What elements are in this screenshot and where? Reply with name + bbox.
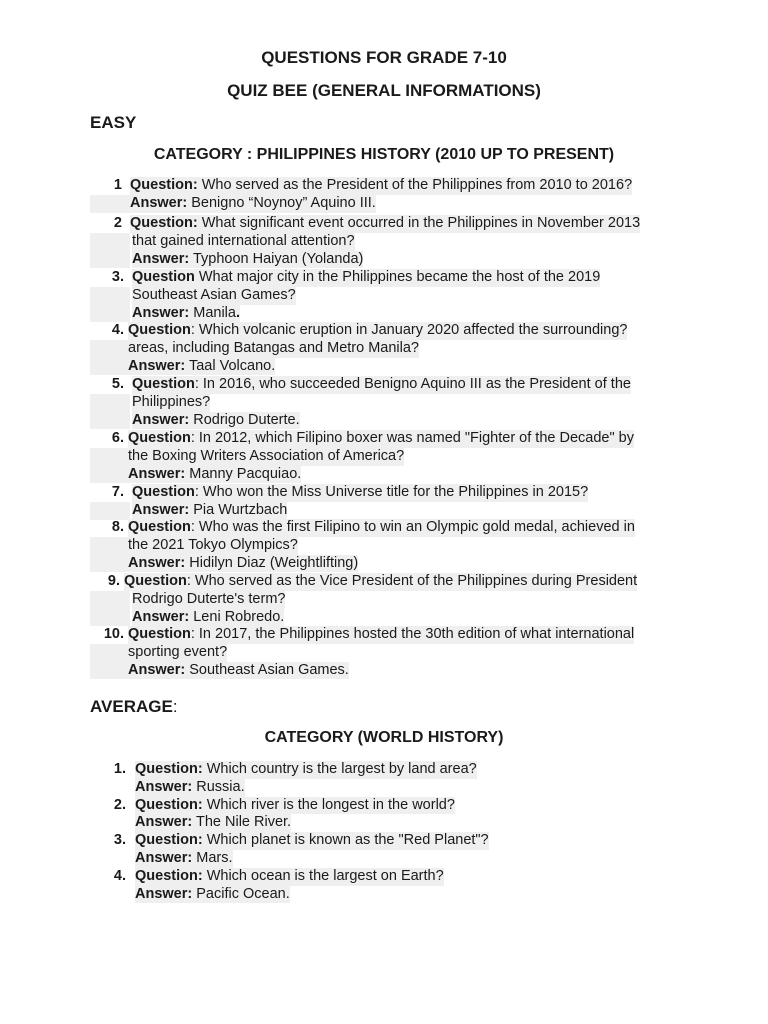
question-item [0, 269, 768, 322]
question-label: Question: [135, 796, 203, 813]
question-item [0, 322, 768, 375]
answer-label: Answer: [135, 814, 193, 831]
question-item [0, 177, 768, 213]
section-easy-label [90, 113, 136, 133]
answer-label: Answer: [135, 778, 193, 795]
answer-text: Manila [189, 304, 236, 321]
question-text-line [132, 269, 600, 287]
question-text-continued: areas, including Batangas and Metro Manila? [128, 339, 419, 356]
document-subtitle: QUIZ BEE (GENERAL INFORMATIONS) [227, 81, 541, 100]
question-text-line [135, 797, 455, 815]
answer-text: Mars. [192, 849, 233, 866]
question-text-line [135, 868, 444, 886]
question-item [0, 376, 768, 429]
answer-label: Answer: [135, 885, 193, 902]
question-label: Question: [130, 215, 198, 231]
question-label: Question: [135, 832, 203, 849]
question-number: 5. [111, 376, 124, 392]
answer-label: Answer: [128, 661, 186, 678]
answer-line [132, 305, 240, 323]
answer-line [132, 412, 300, 430]
question-text-continued: the 2021 Tokyo Olympics? [128, 536, 298, 553]
answer-label: Answer: [132, 501, 190, 518]
question-text: : In 2016, who succeeded Benigno Aquino III as the President of the [194, 376, 631, 392]
question-text: Which country is the largest by land area? [202, 761, 477, 777]
question-text: What major city in the Philippines became the host of the 2019 [194, 269, 601, 285]
question-label: Question [128, 322, 191, 338]
question-text: What significant event occurred in the Philippines in November 2013 [197, 215, 641, 231]
question-label: Question [128, 626, 191, 642]
question-text-line [135, 761, 477, 779]
question-label: Question: [130, 177, 198, 193]
question-number: 8. [111, 519, 124, 535]
answer-line [130, 195, 376, 213]
question-item [0, 868, 768, 904]
answer-line [128, 466, 301, 484]
question-text: : Which volcanic eruption in January 2020 affected the surrounding? [190, 322, 628, 338]
answer-line [128, 662, 349, 680]
question-text: Which river is the longest in the world? [202, 796, 455, 813]
answer-line [135, 886, 290, 904]
question-text: : In 2017, the Philippines hosted the 30th edition of what international [190, 626, 635, 642]
question-item [0, 430, 768, 483]
answer-line [128, 555, 358, 573]
question-item [0, 573, 768, 626]
answer-text: Typhoon Haiyan (Yolanda) [189, 250, 364, 267]
question-number: 2 [113, 215, 122, 231]
question-number: 2. [113, 796, 126, 813]
answer-label: Answer: [132, 608, 190, 625]
section-average-label [90, 697, 178, 717]
answer-period: . [235, 304, 240, 321]
question-number: 4. [113, 867, 126, 884]
answer-line [135, 779, 245, 797]
question-label: Question [128, 430, 191, 446]
question-item [0, 832, 768, 868]
question-label: Question [124, 573, 187, 589]
question-item [0, 797, 768, 833]
answer-label: Answer: [128, 357, 186, 374]
question-text-continued: sporting event? [128, 643, 228, 660]
answer-line [132, 609, 284, 627]
question-text: : Who won the Miss Universe title for the Philippines in 2015? [194, 484, 589, 500]
question-text-line [130, 177, 632, 195]
answer-text: Southeast Asian Games. [185, 661, 349, 678]
answer-label: Answer: [130, 194, 188, 211]
question-item [0, 215, 768, 268]
average-category-heading: CATEGORY (WORLD HISTORY) [264, 729, 504, 746]
question-item [0, 626, 768, 679]
question-text-line [132, 376, 631, 394]
question-number: 1. [113, 761, 126, 777]
question-label: Question [132, 376, 195, 392]
average-label-colon: : [172, 697, 178, 716]
answer-text: Pacific Ocean. [192, 885, 290, 902]
question-number: 3. [113, 832, 126, 849]
answer-line [135, 814, 291, 832]
question-label: Question: [135, 867, 203, 884]
answer-text: Pia Wurtzbach [189, 501, 288, 518]
question-text: Who served as the President of the Philippines from 2010 to 2016? [197, 177, 633, 193]
easy-category-heading: CATEGORY : PHILIPPINES HISTORY (2010 UP TO PRESENT) [153, 146, 615, 163]
answer-text: Hidilyn Diaz (Weightlifting) [185, 554, 359, 571]
question-text-line [128, 430, 634, 448]
question-text-continued: the Boxing Writers Association of America? [128, 447, 405, 464]
answer-label: Answer: [128, 465, 186, 482]
answer-label: Answer: [128, 554, 186, 571]
answer-line [132, 502, 287, 520]
question-item [0, 761, 768, 797]
question-text-line [128, 626, 634, 644]
question-text-line [128, 322, 627, 340]
question-label: Question [132, 484, 195, 500]
question-text: Which planet is known as the "Red Planet"? [202, 832, 489, 849]
answer-label: Answer: [135, 849, 193, 866]
question-item [0, 484, 768, 520]
answer-label: Answer: [132, 250, 190, 267]
question-text: Which ocean is the largest on Earth? [202, 867, 444, 884]
question-item [0, 519, 768, 572]
question-text-line [130, 215, 640, 233]
answer-label: Answer: [132, 304, 190, 321]
question-number: 7. [111, 484, 124, 500]
question-text: : Who served as the Vice President of the Philippines during President [186, 573, 638, 589]
question-label: Question [132, 269, 195, 285]
answer-text: The Nile River. [192, 814, 292, 831]
answer-text: Russia. [192, 778, 245, 795]
question-text-continued: that gained international attention? [132, 232, 355, 249]
answer-text: Manny Pacquiao. [185, 465, 302, 482]
question-number: 1 [113, 177, 122, 193]
question-text-continued: Rodrigo Duterte's term? [132, 590, 286, 607]
question-text-line [128, 519, 635, 537]
question-number: 6. [111, 430, 124, 446]
question-text-continued: Philippines? [132, 393, 211, 410]
question-number: 3. [111, 269, 124, 285]
answer-line [132, 251, 363, 269]
question-text-line [132, 484, 588, 502]
question-number: 9. [107, 573, 120, 589]
answer-line [135, 850, 233, 868]
question-number: 4. [111, 322, 124, 338]
answer-text: Leni Robredo. [189, 608, 285, 625]
question-text: : In 2012, which Filipino boxer was named "Fighter of the Decade" by [190, 430, 634, 446]
question-label: Question [128, 519, 191, 535]
answer-text: Taal Volcano. [185, 357, 276, 374]
question-label: Question: [135, 761, 203, 777]
answer-text: Benigno “Noynoy” Aquino III. [187, 194, 376, 211]
question-text-continued: Southeast Asian Games? [132, 286, 296, 303]
easy-label-text: EASY [90, 113, 137, 132]
document-title: QUESTIONS FOR GRADE 7-10 [261, 48, 507, 67]
question-number: 10. [103, 626, 124, 642]
question-text: : Who was the first Filipino to win an Olympic gold medal, achieved in [190, 519, 635, 535]
answer-line [128, 358, 275, 376]
answer-label: Answer: [132, 411, 190, 428]
question-text-line [124, 573, 637, 591]
average-label-text: AVERAGE [90, 697, 173, 716]
answer-text: Rodrigo Duterte. [189, 411, 300, 428]
question-text-line [135, 832, 489, 850]
